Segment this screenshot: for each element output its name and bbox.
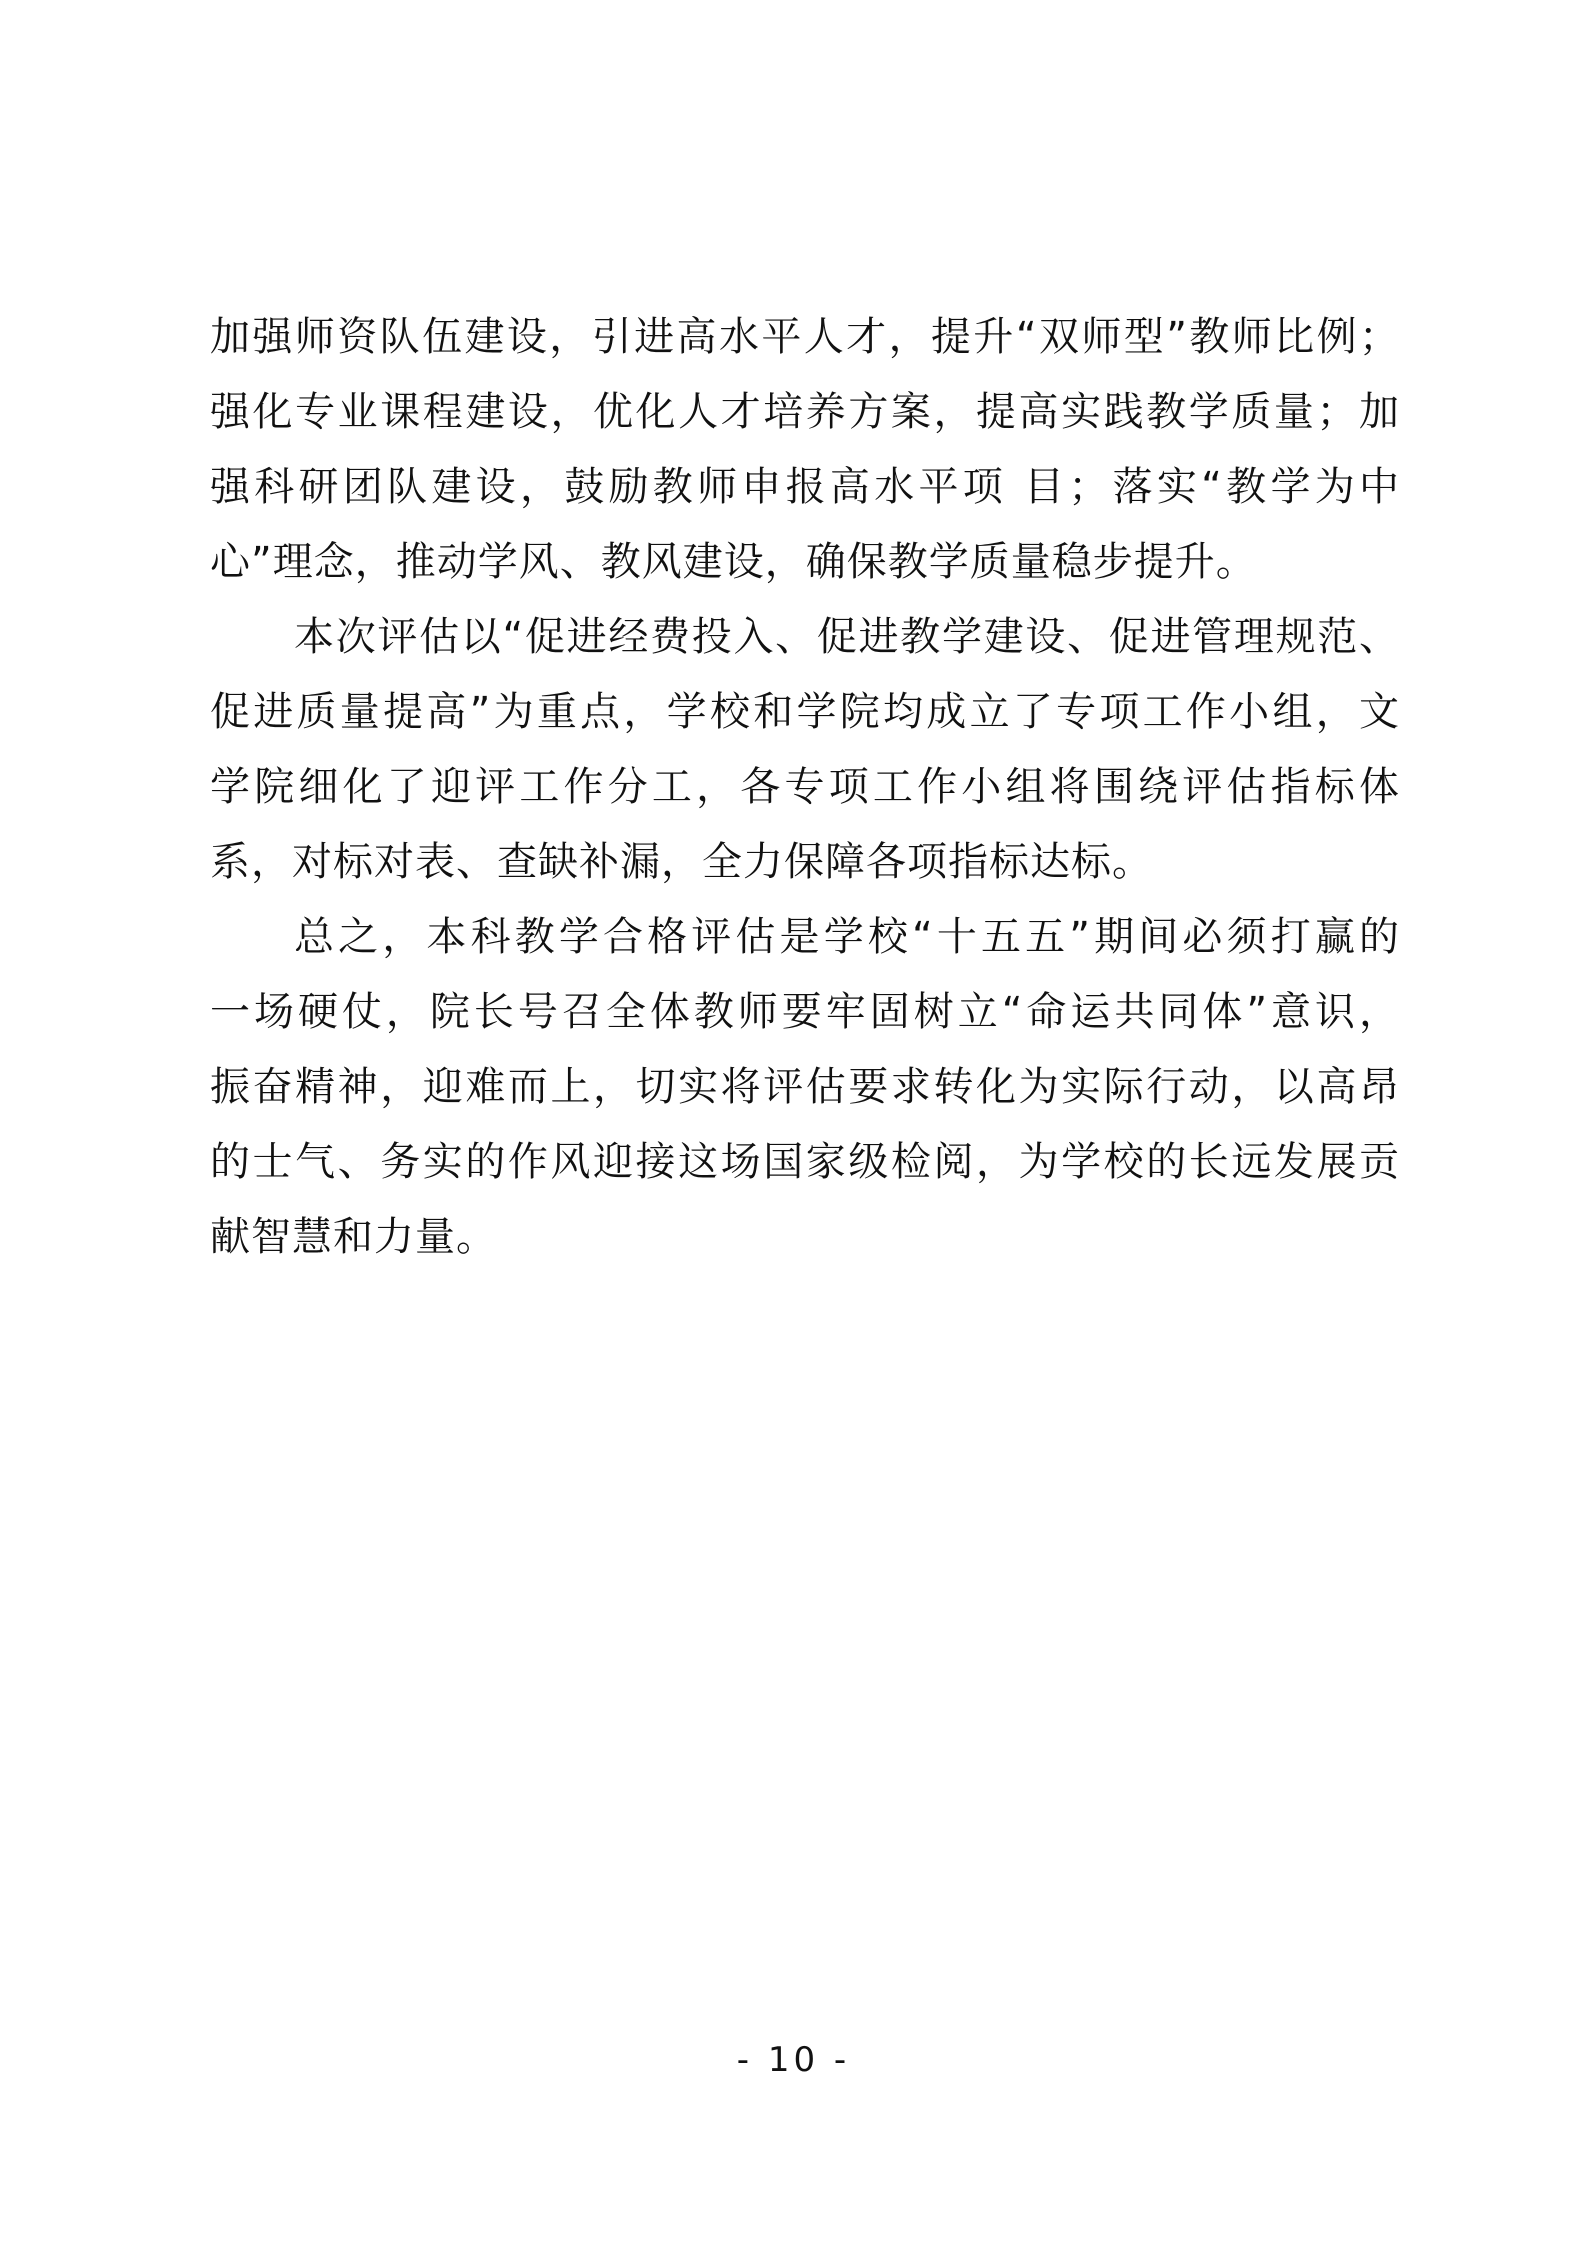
text-line: 加强师资队伍建设，引进高水平人才，提升“双师型”教师比例； (210, 314, 1400, 360)
text-line: 一场硬仗，院长号召全体教师要牢固树立“命运共同体”意识， (210, 989, 1400, 1035)
text-line: 学院细化了迎评工作分工，各专项工作小组将围绕评估指标体 (210, 764, 1400, 810)
text-line: 心”理念，推动学风、教风建设，确保教学质量稳步提升。 (210, 539, 1257, 585)
text-line: 的士气、务实的作风迎接这场国家级检阅，为学校的长远发展贡 (210, 1139, 1400, 1185)
paragraph-start-line: 总之，本科教学合格评估是学校“十五五”期间必须打赢的 (294, 914, 1400, 960)
text-line: 强科研团队建设，鼓励教师申报高水平项 目；落实“教学为中 (210, 464, 1400, 510)
text-line: 系，对标对表、查缺补漏，全力保障各项指标达标。 (210, 839, 1153, 885)
text-line: 振奋精神，迎难而上，切实将评估要求转化为实际行动，以高昂 (210, 1064, 1400, 1110)
text-line: 强化专业课程建设，优化人才培养方案，提高实践教学质量；加 (210, 389, 1400, 435)
paragraph-start-line: 本次评估以“促进经费投入、促进教学建设、促进管理规范、 (294, 614, 1400, 660)
page-number: - 10 - (736, 2040, 851, 2080)
text-line: 促进质量提高”为重点，学校和学院均成立了专项工作小组，文 (210, 689, 1400, 735)
text-line: 献智慧和力量。 (210, 1214, 497, 1260)
